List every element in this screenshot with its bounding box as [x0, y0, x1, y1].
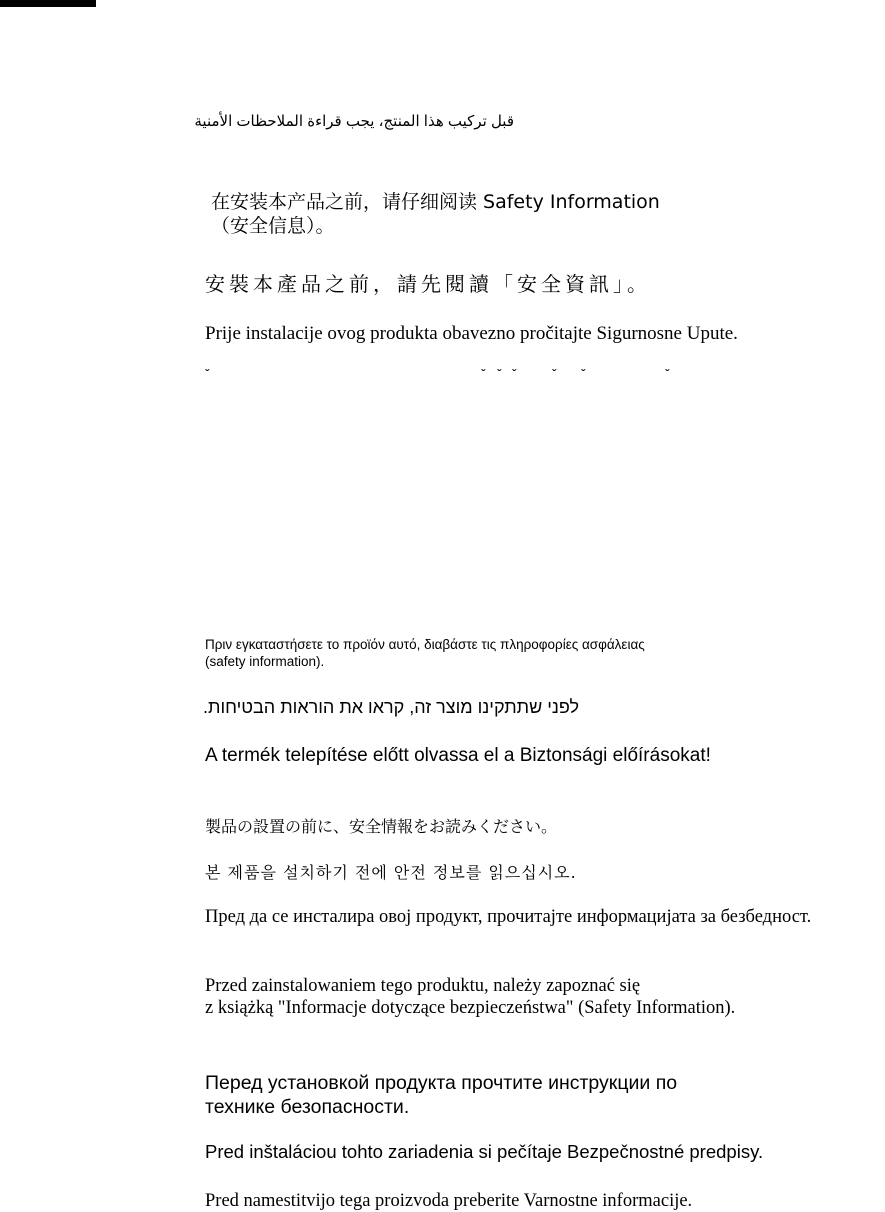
- notice-chinese-simplified: 在安装本产品之前，请仔细阅读 Safety Information （安全信息）。: [211, 191, 660, 237]
- notice-hebrew: לפני שתתקינו מוצר זה, קראו את הוראות הבטיחות.: [203, 697, 580, 717]
- caron-mark: ˇ: [481, 366, 486, 382]
- notice-polish: Przed zainstalowaniem tego produktu, należy zapoznać się z książką "Informacje dotyczące bezpieczeństwa" (Safety Information).: [205, 976, 736, 1019]
- notice-russian: Перед установкой продукта прочтите инструкции по технике безопасности.: [205, 1072, 678, 1118]
- notice-korean: 본 제품을 설치하기 전에 안전 정보를 읽으십시오.: [205, 863, 577, 882]
- caron-mark: ˇ: [497, 366, 502, 382]
- notice-chinese-traditional: 安裝本產品之前，請先閱讀「安全資訊」。: [205, 272, 651, 296]
- notice-greek: Πριν εγκαταστήσετε το προϊόν αυτό, διαβάστε τις πληροφορίες ασφάλειας (safety information).: [205, 637, 645, 669]
- notice-arabic: قبل تركيب هذا المنتج، يجب قراءة الملاحظات الأمنية: [194, 113, 514, 130]
- notice-slovenian: Pred namestitvijo tega proizvoda preberite Varnostne informacije.: [205, 1191, 693, 1211]
- caron-mark: ˇ: [581, 366, 586, 382]
- caron-mark: ˇ: [205, 366, 210, 382]
- notice-croatian: Prije instalacije ovog produkta obavezno pročitajte Sigurnosne Upute.: [205, 323, 738, 344]
- notice-macedonian: Пред да се инсталира овој продукт, прочитајте информацијата за безбедност.: [205, 907, 812, 927]
- notice-slovak: Pred inštaláciou tohto zariadenia si pečítaje Bezpečnostné predpisy.: [205, 1141, 764, 1162]
- caron-mark: ˇ: [512, 366, 517, 382]
- caron-mark: ˇ: [552, 366, 557, 382]
- notice-czech-marks: [205, 366, 685, 382]
- top-corner-bar: [0, 0, 96, 7]
- notice-japanese: 製品の設置の前に、安全情報をお読みください。: [205, 817, 558, 836]
- notice-hungarian: A termék telepítése előtt olvassa el a Biztonsági előírásokat!: [205, 745, 711, 766]
- caron-mark: ˇ: [665, 366, 670, 382]
